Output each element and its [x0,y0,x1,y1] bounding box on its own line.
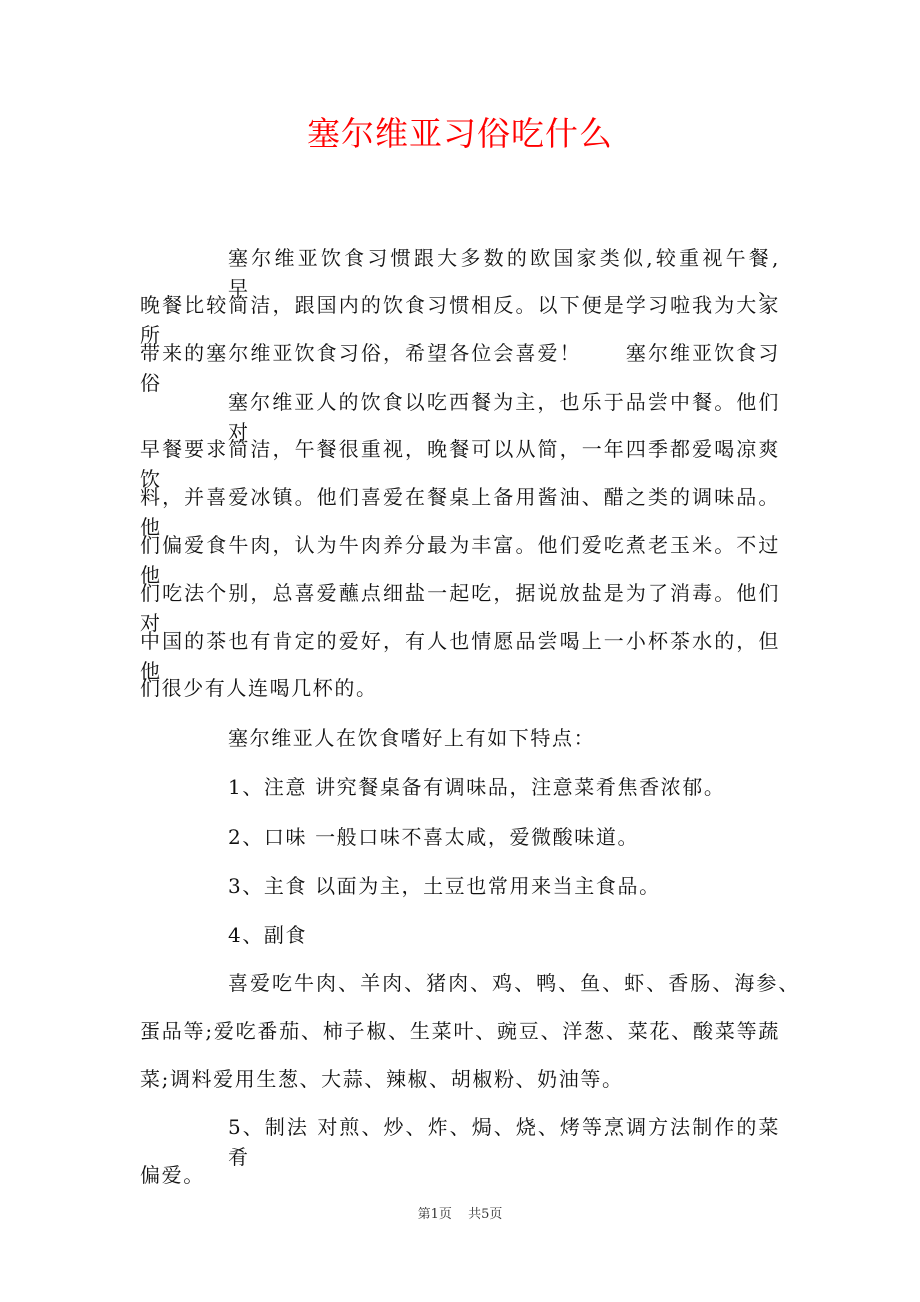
paragraph-diet-line-5: 们吃法个别，总喜爱蘸点细盐一起吃，据说放盐是为了消毒。他们对 [140,581,780,635]
feature-item-3: 3、主食 以面为主，土豆也常用来当主食品。 [228,874,661,898]
paragraph-diet-line-1: 塞尔维亚人的饮食以吃西餐为主，也乐于品尝中餐。他们对 [228,390,780,444]
page-total: 共5页 [468,1207,503,1222]
page-number: 第1页 [417,1207,452,1222]
page-footer [0,1205,920,1225]
feature-item-5-line-1: 5、制法 对煎、炒、炸、焗、烧、烤等烹调方法制作的菜肴 [228,1115,780,1169]
feature-item-4: 4、副食 [228,923,308,947]
side-dishes-line-1: 喜爱吃牛肉、羊肉、猪肉、鸡、鸭、鱼、虾、香肠、海参、 [228,971,800,995]
paragraph-diet-line-2: 早餐要求简洁，午餐很重视，晚餐可以从简，一年四季都爱喝凉爽饮 [140,437,780,491]
feature-item-5-line-2: 偏爱。 [140,1163,205,1187]
paragraph-diet-line-3: 料，并喜爱冰镇。他们喜爱在餐桌上备用酱油、醋之类的调味品。他 [140,485,780,539]
paragraph-diet-line-4: 们偏爱食牛肉，认为牛肉养分最为丰富。他们爱吃煮老玉米。不过他 [140,533,780,587]
document-title: 塞尔维亚习俗吃什么 [307,114,613,153]
paragraph-diet-line-7: 们很少有人连喝几杯的。 [140,676,378,700]
side-dishes-line-3: 菜;调料爱用生葱、大蒜、辣椒、胡椒粉、奶油等。 [140,1067,624,1091]
feature-item-1: 1、注意 讲究餐桌备有调味品，注意菜肴焦香浓郁。 [228,775,726,799]
paragraph-intro-line-1: 塞尔维亚饮食习惯跟大多数的欧国家类似,较重视午餐,早、 [228,246,780,300]
paragraph-intro-line-3: 带来的塞尔维亚饮食习俗，希望各位会喜爱！ 塞尔维亚饮食习俗 [140,341,780,395]
features-heading: 塞尔维亚人在饮食嗜好上有如下特点： [228,726,596,750]
paragraph-intro-line-2: 晚餐比较简洁，跟国内的饮食习惯相反。以下便是学习啦我为大家所 [140,293,780,347]
feature-item-2: 2、口味 一般口味不喜太咸，爱微酸味道。 [228,825,640,849]
paragraph-diet-line-6: 中国的茶也有肯定的爱好，有人也情愿品尝喝上一小杯茶水的，但他 [140,629,780,683]
side-dishes-line-2: 蛋品等;爱吃番茄、柿子椒、生菜叶、豌豆、洋葱、菜花、酸菜等蔬 [140,1019,780,1043]
